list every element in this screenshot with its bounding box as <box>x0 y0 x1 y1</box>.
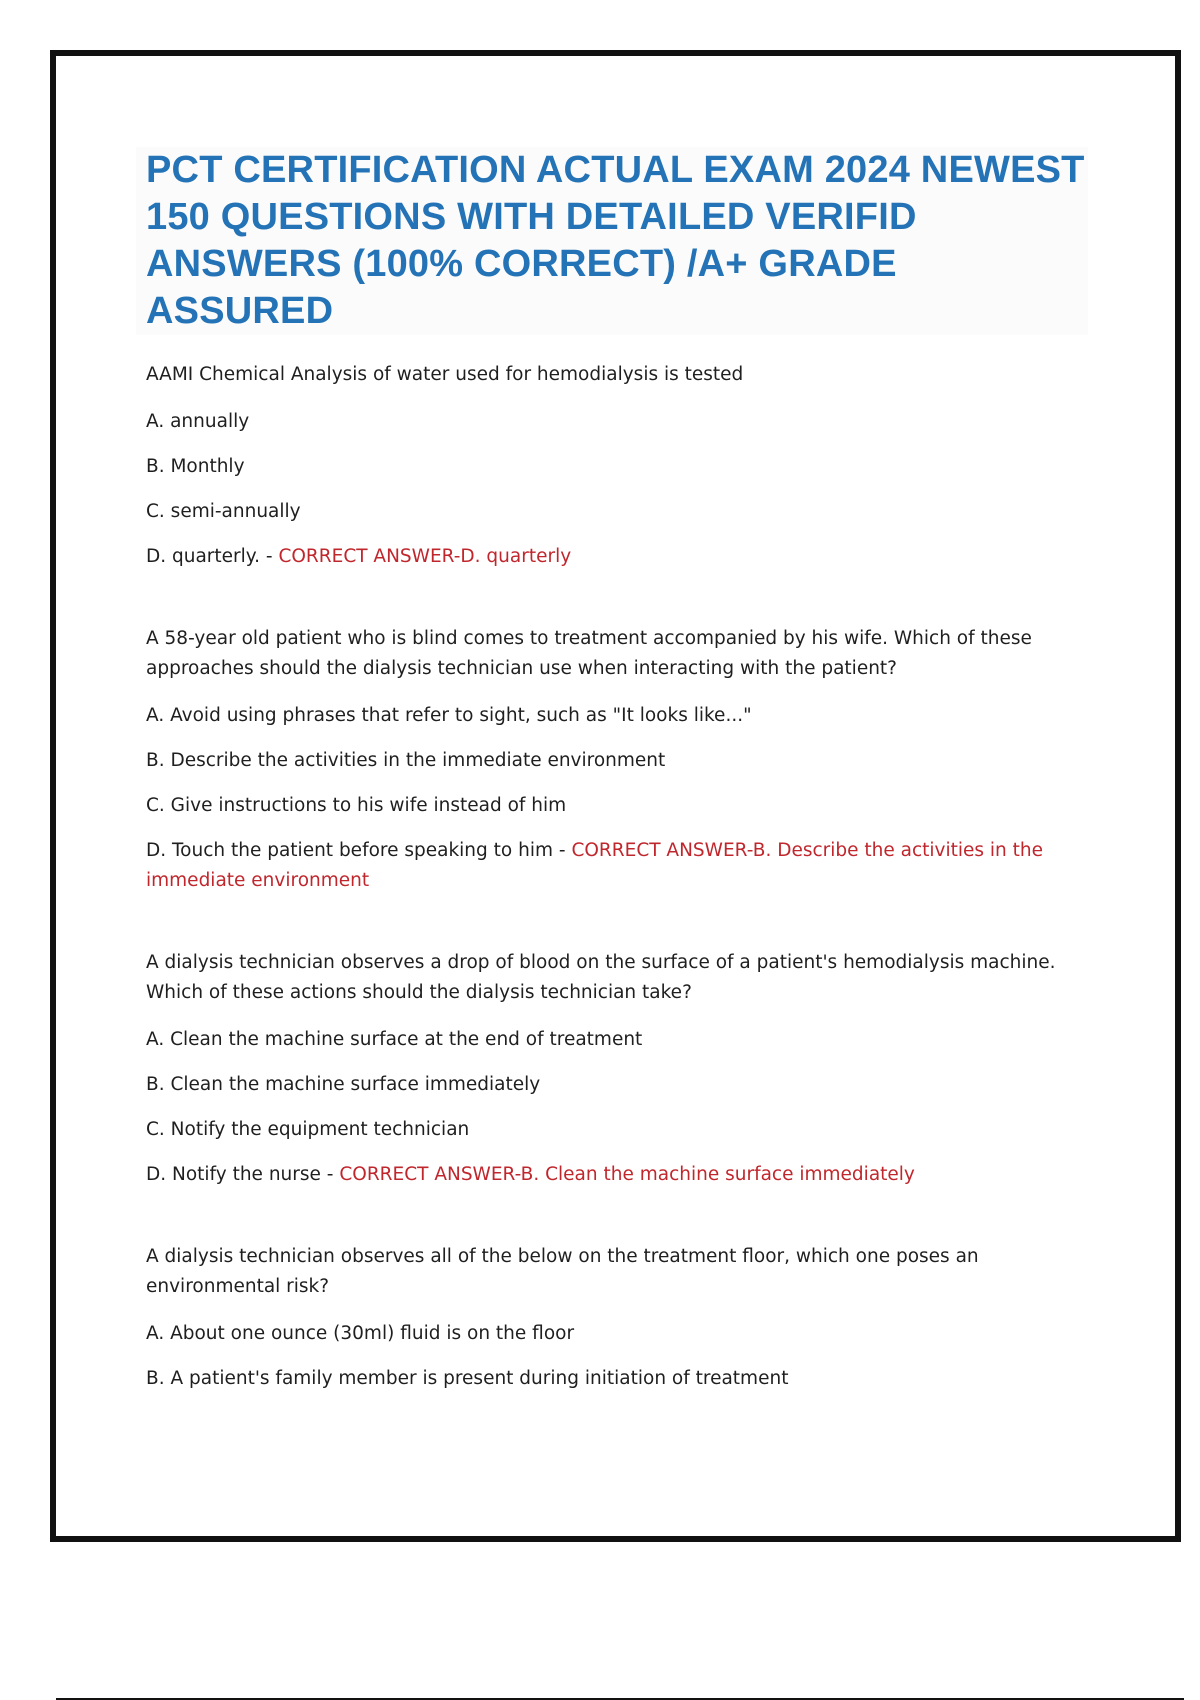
option-b: B. Describe the activities in the immediate environment <box>146 750 666 771</box>
option-a: A. Clean the machine surface at the end of treatment <box>146 1029 643 1050</box>
option-a: A. About one ounce (30ml) fluid is on the floor <box>146 1323 575 1344</box>
option-b: B. Monthly <box>146 456 245 477</box>
question-list <box>146 360 1086 1446</box>
document-title: PCT CERTIFICATION ACTUAL EXAM 2024 NEWEST 150 QUESTIONS WITH DETAILED VERIFID ANSWERS (100% CORRECT) /A+ GRADE ASSURED <box>146 149 1085 332</box>
correct-answer: CORRECT ANSWER-B. Clean the machine surface immediately <box>339 1164 915 1185</box>
option-b: B. Clean the machine surface immediately <box>146 1074 541 1095</box>
title-block <box>136 147 1088 335</box>
option-d-with-answer <box>146 1160 1086 1190</box>
option-d: D. Notify the nurse - <box>146 1164 340 1185</box>
question-1 <box>146 360 1086 572</box>
question-4 <box>146 1242 1086 1394</box>
correct-answer: CORRECT ANSWER-B. Describe the activities in the immediate environment <box>146 840 1044 891</box>
option-d: D. quarterly. - <box>146 546 279 567</box>
question-stem: AAMI Chemical Analysis of water used for hemodialysis is tested <box>146 364 744 385</box>
question-2 <box>146 624 1086 896</box>
question-stem: A dialysis technician observes all of the below on the treatment floor, which one poses an environmental risk? <box>146 1246 979 1297</box>
question-3 <box>146 948 1086 1190</box>
option-a: A. annually <box>146 411 250 432</box>
option-c: C. Give instructions to his wife instead of him <box>146 795 567 816</box>
question-stem: A dialysis technician observes a drop of blood on the surface of a patient's hemodialysis machine. Which of these actions should the dialysis technician take? <box>146 952 1056 1003</box>
option-c: C. Notify the equipment technician <box>146 1119 470 1140</box>
question-stem: A 58-year old patient who is blind comes to treatment accompanied by his wife. Which of these approaches should the dialysis technician use when interacting with the patient? <box>146 628 1032 679</box>
option-d: D. Touch the patient before speaking to him - <box>146 840 572 861</box>
option-c: C. semi-annually <box>146 501 301 522</box>
option-d-with-answer <box>146 542 1086 572</box>
option-d-with-answer <box>146 836 1086 896</box>
correct-answer: CORRECT ANSWER-D. quarterly <box>278 546 572 567</box>
option-a: A. Avoid using phrases that refer to sight, such as "It looks like..." <box>146 705 752 726</box>
option-b: B. A patient's family member is present during initiation of treatment <box>146 1368 789 1389</box>
